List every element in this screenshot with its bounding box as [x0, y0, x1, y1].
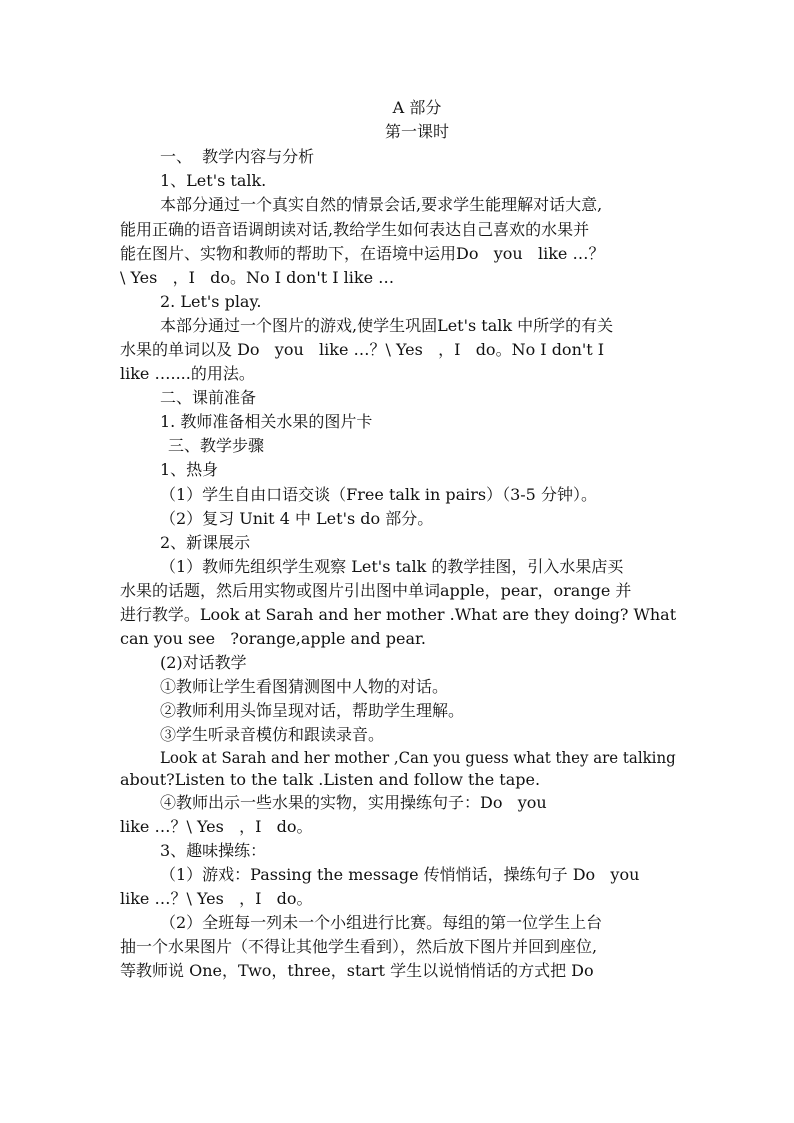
paragraph-line: 水果的单词以及 Do you like …？\ Yes ，I do。No I don't I	[120, 340, 605, 359]
paragraph-line: （1）教师先组织学生观察 Let's talk 的教学挂图，引入水果店买	[160, 557, 624, 576]
list-item: ③学生听录音模仿和跟读录音。	[160, 725, 385, 744]
list-item: （2）全班每一列未一个小组进行比赛。每组的第一位学生上台	[160, 913, 603, 932]
paragraph-line: can you see ?orange,apple and pear.	[120, 629, 426, 648]
subheading: 3、趣味操练：	[160, 841, 267, 860]
subheading: 2. Let's play.	[160, 292, 262, 311]
list-item: ①教师让学生看图猜测图中人物的对话。	[160, 677, 449, 696]
subheading: 2、新课展示	[160, 533, 251, 552]
paragraph-line: 本部分通过一个图片的游戏,使学生巩固Let's talk 中所学的有关	[160, 316, 614, 335]
paragraph-line: 能用正确的语音语调朗读对话,教给学生如何表达自己喜欢的水果并	[120, 220, 590, 239]
paragraph-line: 能在图片、实物和教师的帮助下，在语境中运用Do you like …？	[120, 244, 605, 263]
paragraph-line: 等教师说 One，Two，three，start 学生以说悄悄话的方式把 Do	[120, 961, 594, 980]
paragraph-line: 本部分通过一个真实自然的情景会话,要求学生能理解对话大意,	[160, 195, 603, 214]
paragraph-line: like …....的用法。	[120, 364, 255, 383]
paragraph-line: 抽一个水果图片（不得让其他学生看到），然后放下图片并回到座位,	[120, 937, 598, 956]
list-item: ②教师利用头饰呈现对话，帮助学生理解。	[160, 701, 465, 720]
list-item: 1. 教师准备相关水果的图片卡	[160, 412, 373, 431]
paragraph-line: 水果的话题，然后用实物或图片引出图中单词apple，pear，orange 并	[120, 581, 632, 600]
list-item: ④教师出示一些水果的实物，实用操练句子：Do you	[160, 793, 547, 812]
paragraph-line: like …？\ Yes ，I do。	[120, 817, 313, 836]
paragraph-line: about?Listen to the talk .Listen and follow the tape.	[120, 770, 541, 789]
lesson-title: 第一课时	[384, 122, 449, 141]
list-item: （1）学生自由口语交谈（Free talk in pairs）（3-5 分钟）。	[160, 485, 597, 504]
list-item: （1）游戏：Passing the message 传悄悄话，操练句子 Do you	[160, 865, 640, 884]
paragraph-line: 进行教学。Look at Sarah and her mother .What are they doing? What	[120, 605, 677, 624]
paragraph-line: Look at Sarah and her mother ,Can you guess what they are talking	[160, 748, 676, 767]
paragraph-line: \ Yes ，I do。No I don't I like …	[120, 268, 395, 287]
subheading: (2)对话教学	[160, 653, 247, 672]
list-item: （2）复习 Unit 4 中 Let's do 部分。	[160, 509, 434, 528]
section-title: A 部分	[392, 98, 442, 117]
subheading: 1、Let's talk.	[160, 171, 267, 190]
heading-3: 三、教学步骤	[168, 436, 265, 455]
subheading: 1、热身	[160, 460, 219, 479]
paragraph-line: like …？\ Yes ，I do。	[120, 889, 313, 908]
heading-2: 二、课前准备	[160, 388, 257, 407]
heading-1: 一、 教学内容与分析	[160, 147, 315, 166]
